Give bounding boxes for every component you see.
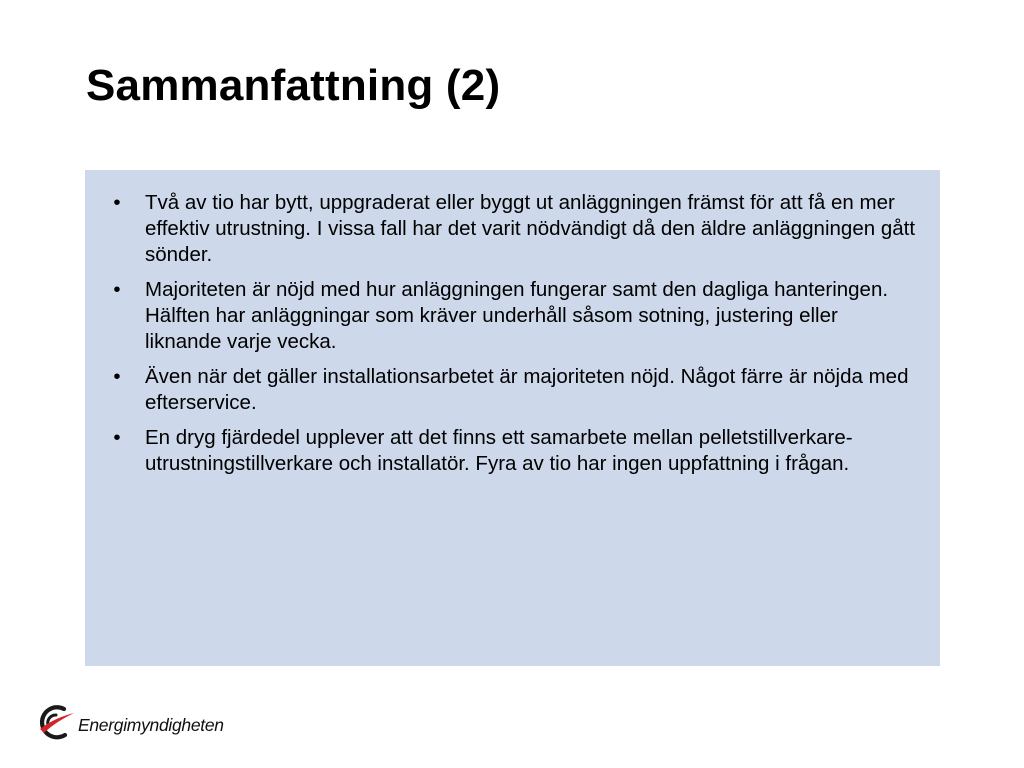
bullet-text: En dryg fjärdedel upplever att det finns ett samarbete mellan pelletstillverkare-utrustningstillverkare och installatör. Fyra av tio har ingen uppfattning i frågan. xyxy=(145,426,853,475)
logo-text: Energimyndigheten xyxy=(78,714,224,735)
bullet-dot: • xyxy=(113,191,121,214)
bullet-dot: • xyxy=(113,426,121,449)
bullet-dot: • xyxy=(113,365,121,388)
bullet-item xyxy=(107,277,916,355)
slide-title: Sammanfattning (2) xyxy=(86,61,501,110)
bullet-text: Två av tio har bytt, uppgraderat eller byggt ut anläggningen främst för att få en mer effektiv utrustning. I vissa fall har det varit nödvändigt då den äldre anläggningen gått sönder. xyxy=(145,191,916,266)
bullet-item xyxy=(107,190,916,268)
content-box xyxy=(85,170,940,666)
bullet-list xyxy=(107,190,916,477)
energimyndigheten-logo-icon xyxy=(34,701,76,743)
bullet-text: Majoriteten är nöjd med hur anläggningen fungerar samt den dagliga hanteringen. Hälften har anläggningar som kräver underhåll såsom sotning, justering eller liknande varje vecka. xyxy=(145,278,889,353)
bullet-item xyxy=(107,364,916,416)
bullet-text: Även när det gäller installationsarbetet är majoriteten nöjd. Något färre är nöjda med efterservice. xyxy=(145,365,909,414)
bullet-dot: • xyxy=(113,278,121,301)
energimyndigheten-logo xyxy=(34,700,224,744)
bullet-item xyxy=(107,425,916,477)
